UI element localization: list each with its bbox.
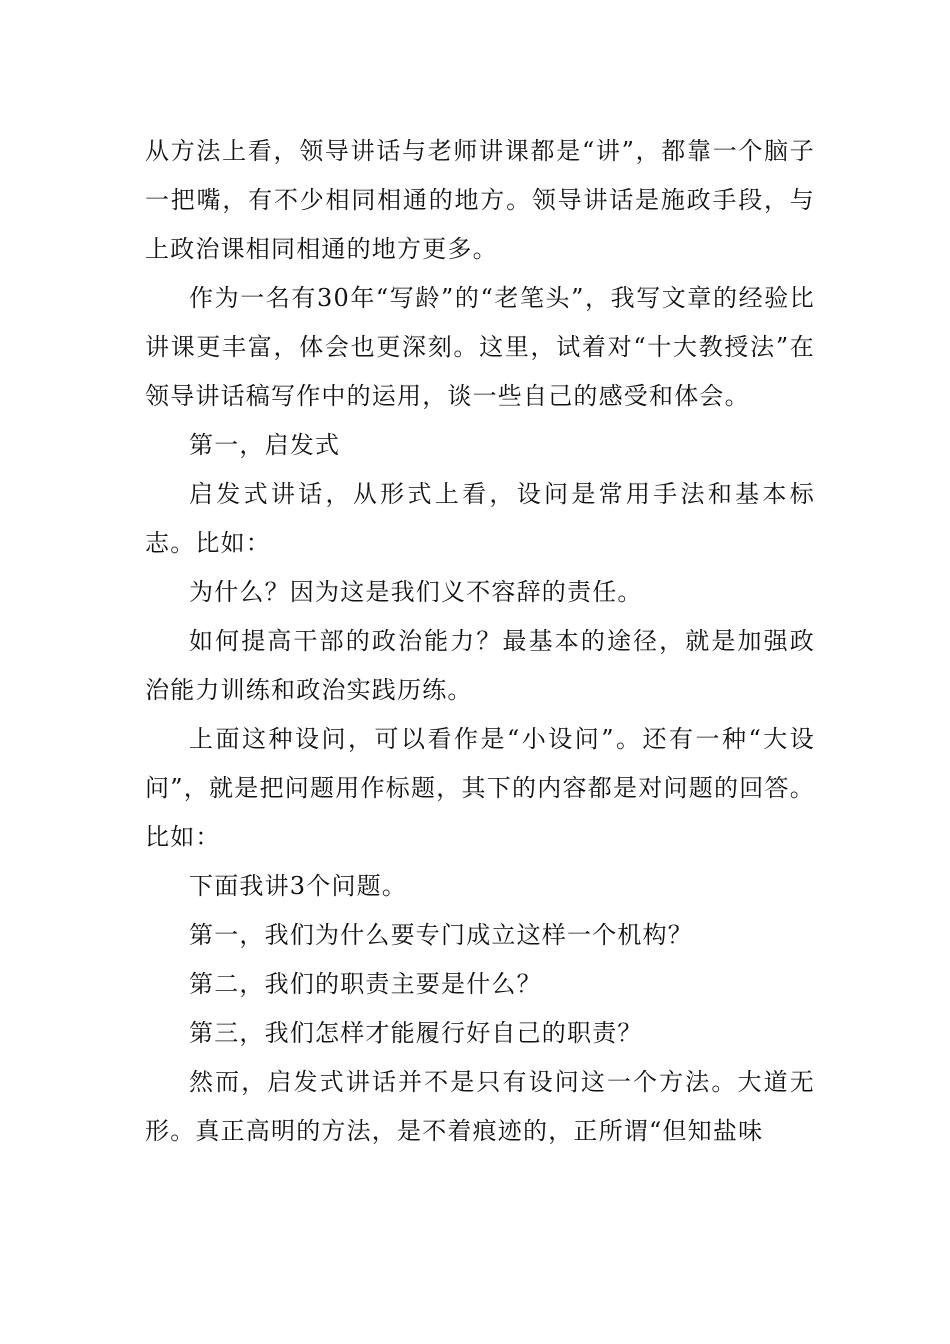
section-heading-1: 第一，启发式 <box>189 431 341 459</box>
example-line-2: 如何提高干部的政治能力？最基本的途径，就是加强政治能力训练和政治实践历练。 <box>145 627 815 704</box>
paragraph-4: 上面这种设问，可以看作是“小设问”。还有一种“大设问”，就是把问题用作标题，其下的内容都是对问题的回答。比如： <box>145 725 815 851</box>
list-item-1: 第一，我们为什么要专门成立这样一个机构？ <box>189 921 693 949</box>
document-body <box>145 127 815 1156</box>
paragraph-3: 启发式讲话，从形式上看，设问是常用手法和基本标志。比如： <box>145 480 815 557</box>
example-line-1: 为什么？因为这是我们义不容辞的责任。 <box>189 578 643 606</box>
list-item-3: 第三，我们怎样才能履行好自己的职责？ <box>189 1019 643 1047</box>
example-line-3: 下面我讲3个问题。 <box>189 872 408 900</box>
paragraph-1: 从方法上看，领导讲话与老师讲课都是“讲”，都靠一个脑子一把嘴，有不少相同相通的地方。领导讲话是施政手段，与上政治课相同相通的地方更多。 <box>145 137 815 263</box>
paragraph-5: 然而，启发式讲话并不是只有设问这一个方法。大道无形。真正高明的方法，是不着痕迹的，正所谓“但知盐味 <box>145 1068 815 1145</box>
list-item-2: 第二，我们的职责主要是什么？ <box>189 970 542 998</box>
paragraph-2: 作为一名有30年“写龄”的“老笔头”，我写文章的经验比讲课更丰富，体会也更深刻。这里，试着对“十大教授法”在领导讲话稿写作中的运用，谈一些自己的感受和体会。 <box>145 284 815 410</box>
